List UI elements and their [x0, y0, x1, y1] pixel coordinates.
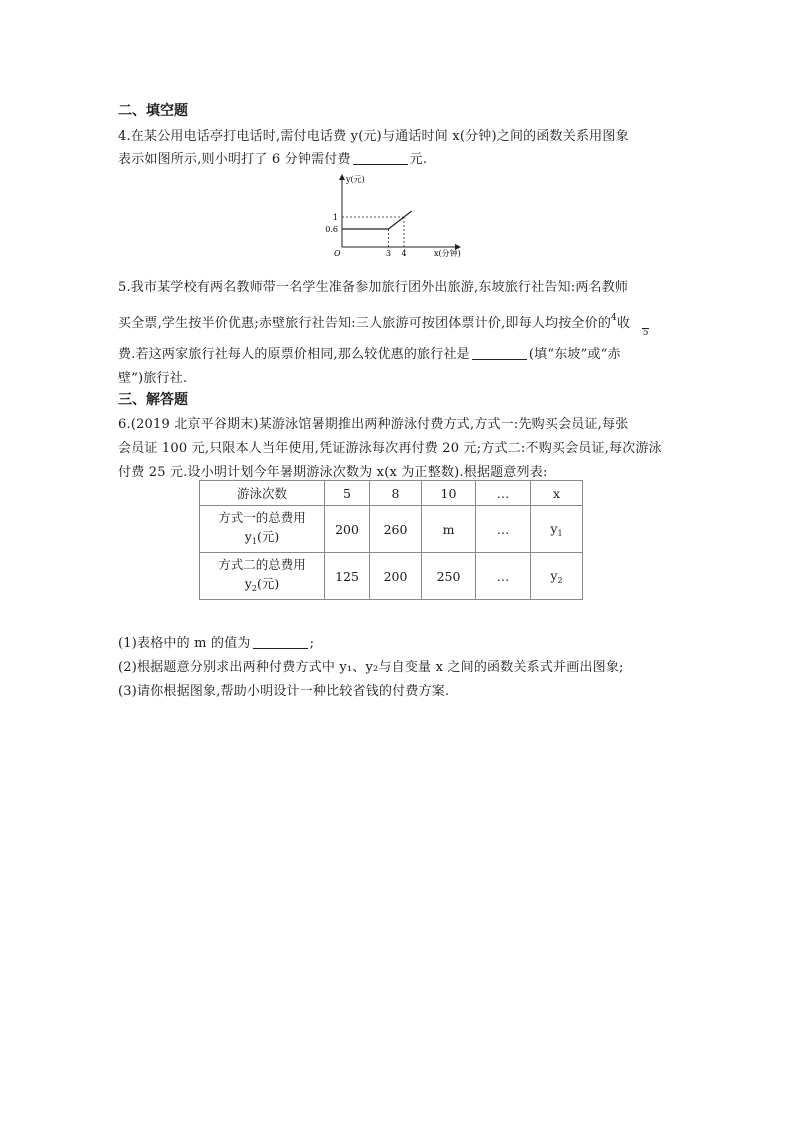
y-tick-label: 0.6: [325, 225, 338, 234]
q6-sub-3: (3)请你根据图象,帮助小明设计一种比较省钱的付费方案.: [118, 684, 450, 699]
variable-unit: (元): [256, 575, 280, 591]
table-header-cell: 5: [325, 481, 370, 506]
q5-fraction-numerator: 4: [611, 313, 617, 323]
table-cell: 260: [370, 506, 422, 553]
q4-line-1: 4.在某公用电话亭打电话时,需付电话费 y(元)与通话时间 x(分钟)之间的函数关系用图象: [118, 129, 629, 144]
q6-sub-1: [118, 632, 314, 651]
variable-y: y: [550, 520, 558, 536]
table-header-cell: 10: [422, 481, 476, 506]
x-tick-label: 3: [386, 249, 392, 258]
q5-line-3-text: 费.若这两家旅行社每人的原票价相同,那么较优惠的旅行社是: [118, 347, 470, 362]
graph-segment: [404, 211, 412, 217]
table-cell: …: [476, 553, 531, 600]
q6-sub-2: (2)根据题意分别求出两种付费方式中 y₁、y₂与自变量 x 之间的函数关系式并画出图象;: [118, 660, 624, 675]
table-header-cell: x: [531, 481, 583, 506]
table-header-cell: 游泳次数: [200, 481, 325, 506]
table-cell: [531, 553, 583, 600]
q6-line-3: 付费 25 元.设小明计划今年暑期游泳次数为 x(x 为正整数).根据题意列表:: [118, 465, 548, 480]
variable-y: y: [244, 575, 252, 591]
row-label-text: 方式二的总费用: [218, 556, 306, 572]
table-cell: 200: [325, 506, 370, 553]
variable-unit: (元): [256, 528, 280, 544]
fee-table: [199, 480, 583, 600]
q6-line-1: 6.(2019 北京平谷期末)某游泳馆暑期推出两种游泳付费方式,方式一:先购买会员证,每张: [118, 417, 629, 432]
table-cell: 200: [370, 553, 422, 600]
table-row: [200, 553, 583, 600]
variable-y: y: [244, 528, 252, 544]
q5-fraction-denominator: 5: [642, 328, 649, 338]
q6-sub-1-answer-blank[interactable]: [253, 636, 308, 649]
variable-subscript: 1: [557, 528, 563, 538]
section-heading-answer: 三、解答题: [118, 392, 188, 408]
table-header-cell: 8: [370, 481, 422, 506]
q6-sub-1-end: ;: [309, 636, 315, 651]
y-axis-label: y(元): [346, 175, 365, 184]
table-row: [200, 506, 583, 553]
table-cell: 125: [325, 553, 370, 600]
section-heading-fill-blank: 二、填空题: [118, 103, 188, 119]
row-label-variable: [200, 527, 324, 551]
q4-answer-blank[interactable]: [353, 152, 408, 165]
table-cell: …: [476, 506, 531, 553]
q6-sub-1-text: (1)表格中的 m 的值为: [118, 636, 251, 651]
q5-line-3-end: (填“东坡”或“赤: [528, 347, 621, 362]
q4-function-graph: [320, 170, 470, 262]
q6-line-2: 会员证 100 元,只限本人当年使用,凭证游泳每次再付费 20 元;方式二:不购买会员证,每次游泳: [118, 441, 662, 456]
q4-line-2: [118, 148, 427, 167]
q5-line-2: [118, 312, 649, 337]
variable-subscript: 1: [251, 536, 257, 546]
q5-fraction-denominator-block: [642, 328, 649, 337]
origin-label: O: [334, 249, 341, 258]
row-label-variable: [200, 574, 324, 598]
table-cell: m: [422, 506, 476, 553]
variable-y: y: [550, 567, 558, 583]
q5-line-4: 壁”)旅行社.: [118, 371, 188, 386]
q5-line-2-end: 收: [616, 316, 631, 331]
table-row: [200, 481, 583, 506]
table-cell: [531, 506, 583, 553]
table-row-label: [200, 506, 325, 553]
graph-segment: [389, 217, 405, 229]
x-axis-label: x(分钟): [434, 249, 461, 258]
q5-line-2-text: 买全票,学生按半价优惠;赤壁旅行社告知:三人旅游可按团体票计价,即每人均按全价的: [118, 316, 612, 331]
variable-subscript: 2: [557, 575, 563, 585]
q4-text-after-blank: 元.: [409, 152, 428, 167]
table-header-cell: …: [476, 481, 531, 506]
q5-line-1: 5.我市某学校有两名教师带一名学生准备参加旅行团外出旅游,东坡旅行社告知:两名教师: [118, 280, 629, 295]
table-row-label: [200, 553, 325, 600]
q5-answer-blank[interactable]: [472, 347, 527, 360]
q4-text-before-blank: 表示如图所示,则小明打了 6 分钟需付费: [118, 152, 351, 167]
q5-line-3: [118, 343, 621, 362]
variable-subscript: 2: [251, 583, 257, 593]
table-cell: 250: [422, 553, 476, 600]
y-tick-label: 1: [332, 213, 338, 222]
row-label-text: 方式一的总费用: [218, 509, 306, 525]
x-tick-label: 4: [401, 249, 407, 258]
